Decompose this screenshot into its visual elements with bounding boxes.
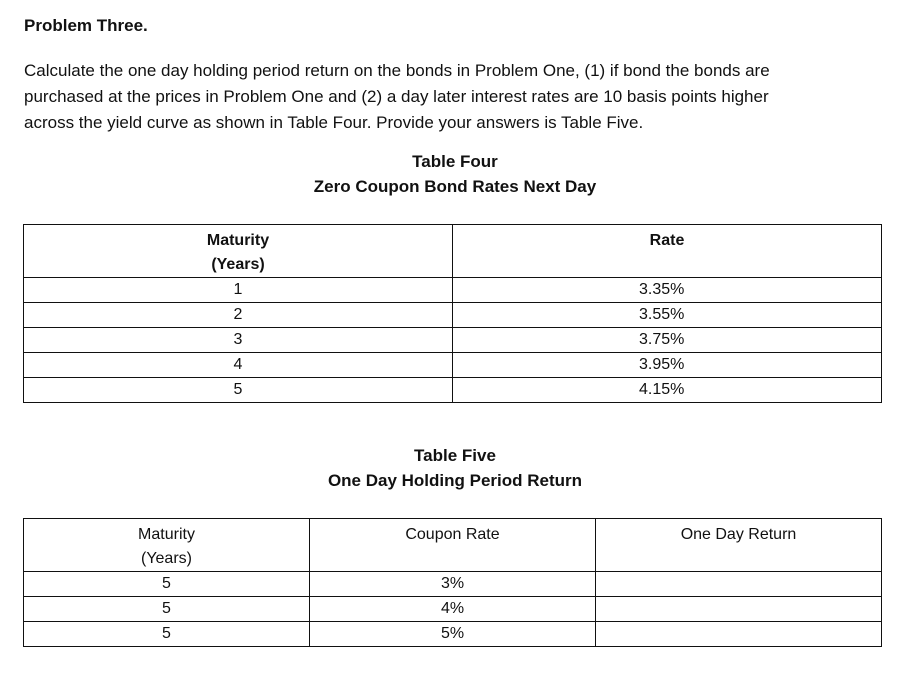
rate-cell: 4.15% [453, 378, 882, 403]
table-header-row [24, 519, 882, 572]
rate-cell: 3.75% [453, 328, 882, 353]
maturity-cell: 5 [24, 572, 310, 597]
table-row [24, 622, 882, 647]
maturity-header [24, 519, 310, 572]
paragraph-line: purchased at the prices in Problem One and (2) a day later interest rates are 10 basis points higher [24, 87, 769, 106]
problem-heading: Problem Three. [24, 16, 148, 35]
return-cell [596, 572, 882, 597]
return-cell [596, 597, 882, 622]
table-five [23, 518, 882, 647]
rate-cell: 3.55% [453, 303, 882, 328]
table-row [24, 378, 882, 403]
coupon-rate-header: Coupon Rate [310, 519, 596, 572]
maturity-cell: 2 [24, 303, 453, 328]
table-row [24, 328, 882, 353]
maturity-cell: 5 [24, 597, 310, 622]
table-header-row [24, 225, 882, 278]
maturity-cell: 1 [24, 278, 453, 303]
rate-cell: 3.95% [453, 353, 882, 378]
maturity-header [24, 225, 453, 278]
rate-cell: 3.35% [453, 278, 882, 303]
table-four-caption [0, 149, 910, 199]
maturity-cell: 5 [24, 622, 310, 647]
maturity-header-line: Maturity [138, 526, 195, 543]
table-row [24, 278, 882, 303]
problem-paragraph [24, 58, 874, 136]
table-five-caption [0, 443, 910, 493]
maturity-header-line: (Years) [211, 256, 265, 273]
paragraph-line: across the yield curve as shown in Table Four. Provide your answers is Table Five. [24, 113, 644, 132]
maturity-cell: 5 [24, 378, 453, 403]
coupon-cell: 4% [310, 597, 596, 622]
maturity-cell: 3 [24, 328, 453, 353]
coupon-cell: 5% [310, 622, 596, 647]
maturity-header-line: (Years) [141, 550, 192, 567]
table-four-subtitle: Zero Coupon Bond Rates Next Day [313, 177, 597, 196]
table-row [24, 303, 882, 328]
table-five-title: Table Five [414, 446, 496, 465]
rate-header: Rate [453, 225, 882, 278]
coupon-cell: 3% [310, 572, 596, 597]
table-row [24, 572, 882, 597]
maturity-cell: 4 [24, 353, 453, 378]
one-day-return-header: One Day Return [596, 519, 882, 572]
table-row [24, 597, 882, 622]
table-four-title: Table Four [412, 152, 498, 171]
return-cell [596, 622, 882, 647]
table-five-subtitle: One Day Holding Period Return [327, 471, 583, 490]
table-row [24, 353, 882, 378]
paragraph-line: Calculate the one day holding period return on the bonds in Problem One, (1) if bond the bonds are [24, 61, 770, 80]
table-four [23, 224, 882, 403]
maturity-header-line: Maturity [206, 232, 270, 249]
